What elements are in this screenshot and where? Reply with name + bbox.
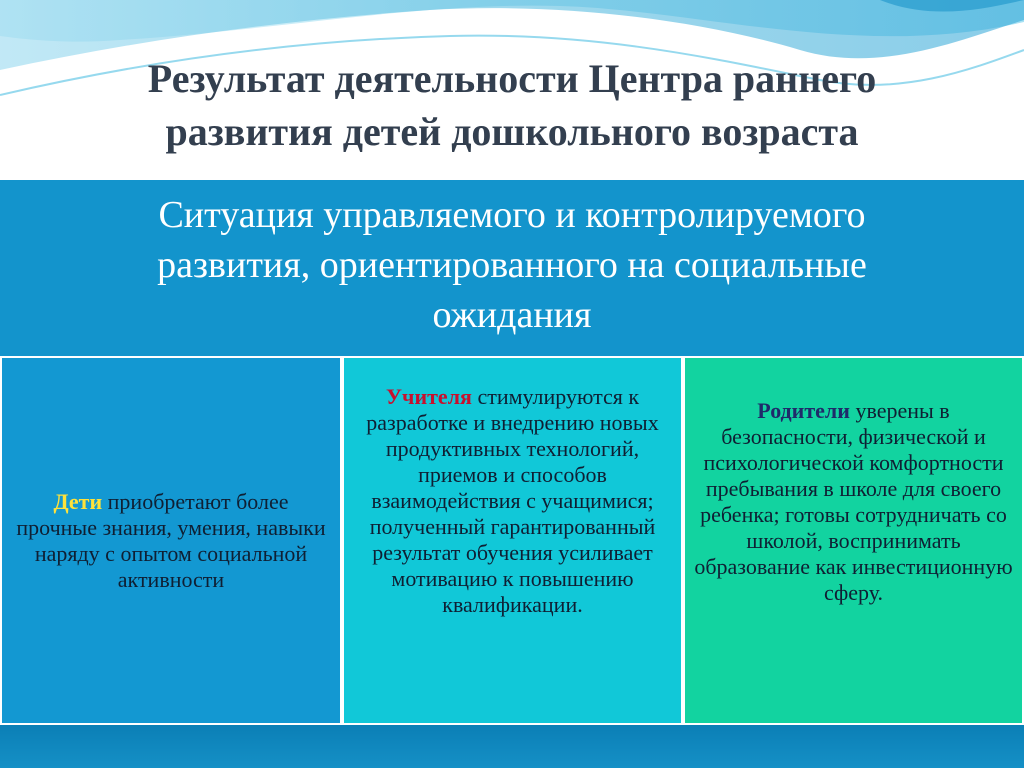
column-teachers-text [344,384,681,618]
column-parents-lead: Родители [757,398,850,423]
column-parents [683,356,1024,725]
subtitle-line-1: Ситуация управляемого и контролируемого [158,194,866,236]
subtitle-line-2: развития, ориентированного на социальные [157,244,867,286]
column-teachers-body: стимулируются к разработке и внедрению новых продуктивных технологий, приемов и способов взаимодействия с учащимися; полученный гарантированный результат обучения усиливает мотивацию к повышению квалификации. [366,384,659,617]
column-children-lead: Дети [53,488,103,514]
column-teachers-lead: Учителя [385,384,472,409]
bottom-band [0,725,1024,768]
page-title [0,52,1024,158]
column-children-text [2,489,340,593]
column-children-body: приобретают более прочные знания, умения, навыки наряду с опытом социальной активности [16,488,326,592]
subtitle [40,190,984,340]
column-children [0,356,342,725]
results-columns [0,356,1024,725]
column-parents-body: уверены в безопасности, физической и психологической комфортности пребывания в школе для своего ребенка; готовы сотрудничать со школой, воспринимать образование как инвестиционную сферу. [694,398,1013,605]
title-line-2: развития детей дошкольного возраста [165,109,859,154]
column-teachers [342,356,683,725]
title-line-1: Результат деятельности Центра раннего [147,56,877,101]
column-parents-text [685,398,1022,606]
subtitle-line-3: ожидания [432,294,592,336]
